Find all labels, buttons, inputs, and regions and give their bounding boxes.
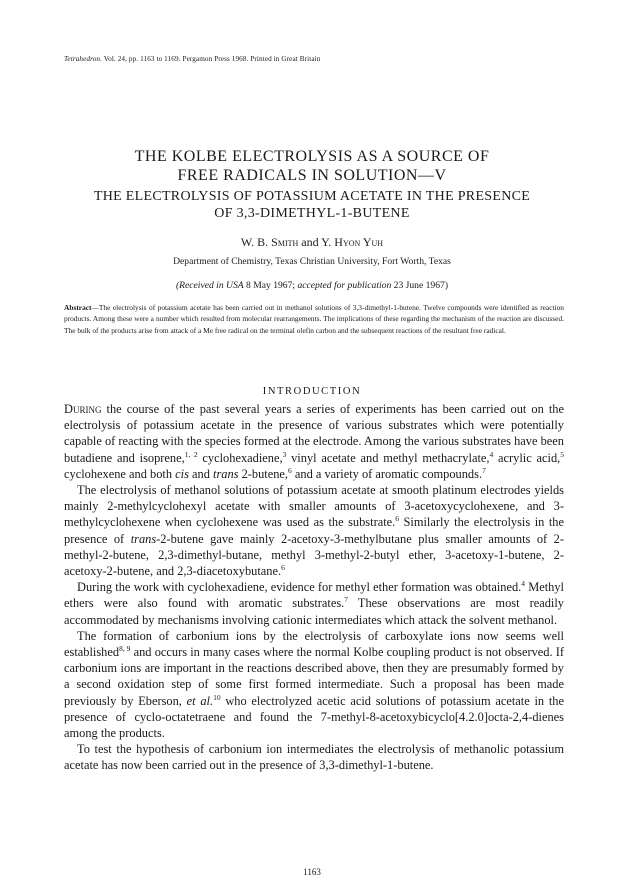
paragraph-text: vinyl acetate and methyl methacrylate, [286,450,490,465]
paragraph-text: To test the hypothesis of carbonium ion intermediates the electrolysis of methanolic potassium acetate has now been carried out in the presence of 3,3-dimethyl-1-butene. [64,742,564,773]
paragraph-text: cyclohexene and both [64,466,176,481]
reference-marker: 6 [288,465,292,475]
author-1-initials: W. B. [240,235,272,249]
reference-marker: 5 [560,449,564,459]
title-line-2: FREE RADICALS IN SOLUTION—V [177,167,447,184]
received-dates [20,280,604,291]
paragraph-text: cyclohexadiene, [197,450,283,465]
paragraph-text: and occurs in many cases where the normal Kolbe coupling product is not observed. If carbonium ions are important in the reactions described above, then they are presumably formed by a second oxidation step of some first formed intermediate. Such a proposal has been made previously by Eberson, [64,645,565,708]
received-label: (Received in USA [175,280,244,291]
italic-term: et al. [186,693,214,708]
journal-details: Vol. 24, pp. 1163 to 1169. Pergamon Press 1968. Printed in Great Britain [102,55,321,63]
paragraph-text: the course of the past several years a series of experiments has been carried out on the electrolysis of potassium acetate in the presence of various substrates which were potentially capable of reacting with the species formed at the electrode. Among the various substrates have been butadiene and isoprene, [64,402,564,465]
paragraph-text: These observations are most readily accommodated by mechanisms involving cationic intermediates which attack the solvent methanol. [64,596,564,627]
author-line [20,235,604,250]
section-heading-introduction: INTRODUCTION [262,386,362,397]
author-2-initials: Y. [321,235,335,249]
paragraph-text: The electrolysis of methanol solutions of potassium acetate at smooth platinum electrodes yields mainly 2-methylcyclohexyl acetate with smaller amounts of 3-acetoxycyclohexene, and 3-methylcyclohexene when cyclohexene was used as the substrate. [64,483,564,530]
paragraph-text: Methyl ethers were also found with aromatic substrates. [64,580,564,611]
paragraph-text: acrylic acid, [493,450,561,465]
paragraph-lead-word: During [64,402,102,416]
author-1-surname: Smith [271,235,299,249]
title-line-1: THE KOLBE ELECTROLYSIS AS A SOURCE OF [134,148,490,165]
abstract-label: Abstract [64,303,92,312]
paragraph-4 [64,628,564,741]
paragraph-2 [64,482,564,579]
subtitle-line-2: OF 3,3-DIMETHYL-1-BUTENE [214,206,410,221]
paragraph-text: and a variety of aromatic compounds. [291,466,483,481]
paragraph-3 [64,579,564,628]
italic-term: cis [175,466,189,481]
accepted-date: 23 June 1967) [391,280,449,291]
received-date: 8 May 1967; [243,280,298,291]
journal-citation-line [64,55,320,63]
reference-marker: 6 [281,563,285,573]
reference-marker: 7 [344,595,349,605]
italic-term: trans [130,531,157,546]
reference-marker: 7 [482,465,486,475]
paragraph-text: 2-butene, [238,466,289,481]
introduction-body [64,401,564,774]
paragraph-1 [64,401,564,482]
paper-subtitle [20,188,604,222]
abstract [64,302,564,336]
paragraph-text: The formation of carbonium ions by the electrolysis of carboxylate ions now seems well established [64,628,564,660]
paragraph-text: -2-butene gave mainly 2-acetoxy-3-methylbutane plus smaller amounts of 2-methyl-2-butene, 2,3-dimethyl-butane, methyl 3-methyl-2-butyl ether, 3-acetoxy-1-butene, 2-acetoxy-2-butene, and 2,3-diacetoxybutane. [64,531,564,579]
subtitle-line-1: THE ELECTROLYSIS OF POTASSIUM ACETATE IN THE PRESENCE [93,189,531,204]
paragraph-5 [64,741,564,773]
abstract-text: —The electrolysis of potassium acetate has been carried out in methanol solutions of 3,3-dimethyl-1-butene. Twelve compounds were identified as reaction products. Among these were a number which resulted from molecular rearrangements. The implications of these regarding the mechanism of the reaction are discussed. The bulk of the products arise from attack of a Me free radical on the terminal olefin carbon and the subsequent reactions of the resultant free radical. [64,303,564,335]
paragraph-text: Similarly the electrolysis in the presence of [64,515,564,546]
author-2-surname: Hyon Yuh [334,235,384,249]
author-affiliation: Department of Chemistry, Texas Christian University, Fort Worth, Texas [173,256,451,267]
author-conjunction: and [298,235,322,249]
reference-marker: 10 [213,692,221,702]
reference-marker: 8, 9 [119,644,131,654]
reference-marker: 3 [282,449,287,459]
paragraph-text: During the work with cyclohexadiene, evidence for methyl ether formation was obtained. [77,580,522,595]
reference-marker: 1, 2 [184,449,198,459]
paragraph-text: who electrolyzed acetic acid solutions of potassium acetate in the presence of cyclo-octatetraene and found the 7-methyl-8-acetoxybicyclo[4.2.0]octa-2,4-dienes among the products. [64,693,564,741]
paragraph-text: and [188,466,213,481]
reference-marker: 6 [395,514,399,524]
italic-term: trans [213,466,239,481]
journal-name: Tetrahedron. [64,55,103,63]
page-number: 1163 [303,867,321,877]
paper-title [20,147,604,185]
accepted-label: accepted for publication [297,280,392,291]
reference-marker: 4 [521,579,526,589]
reference-marker: 4 [489,449,494,459]
